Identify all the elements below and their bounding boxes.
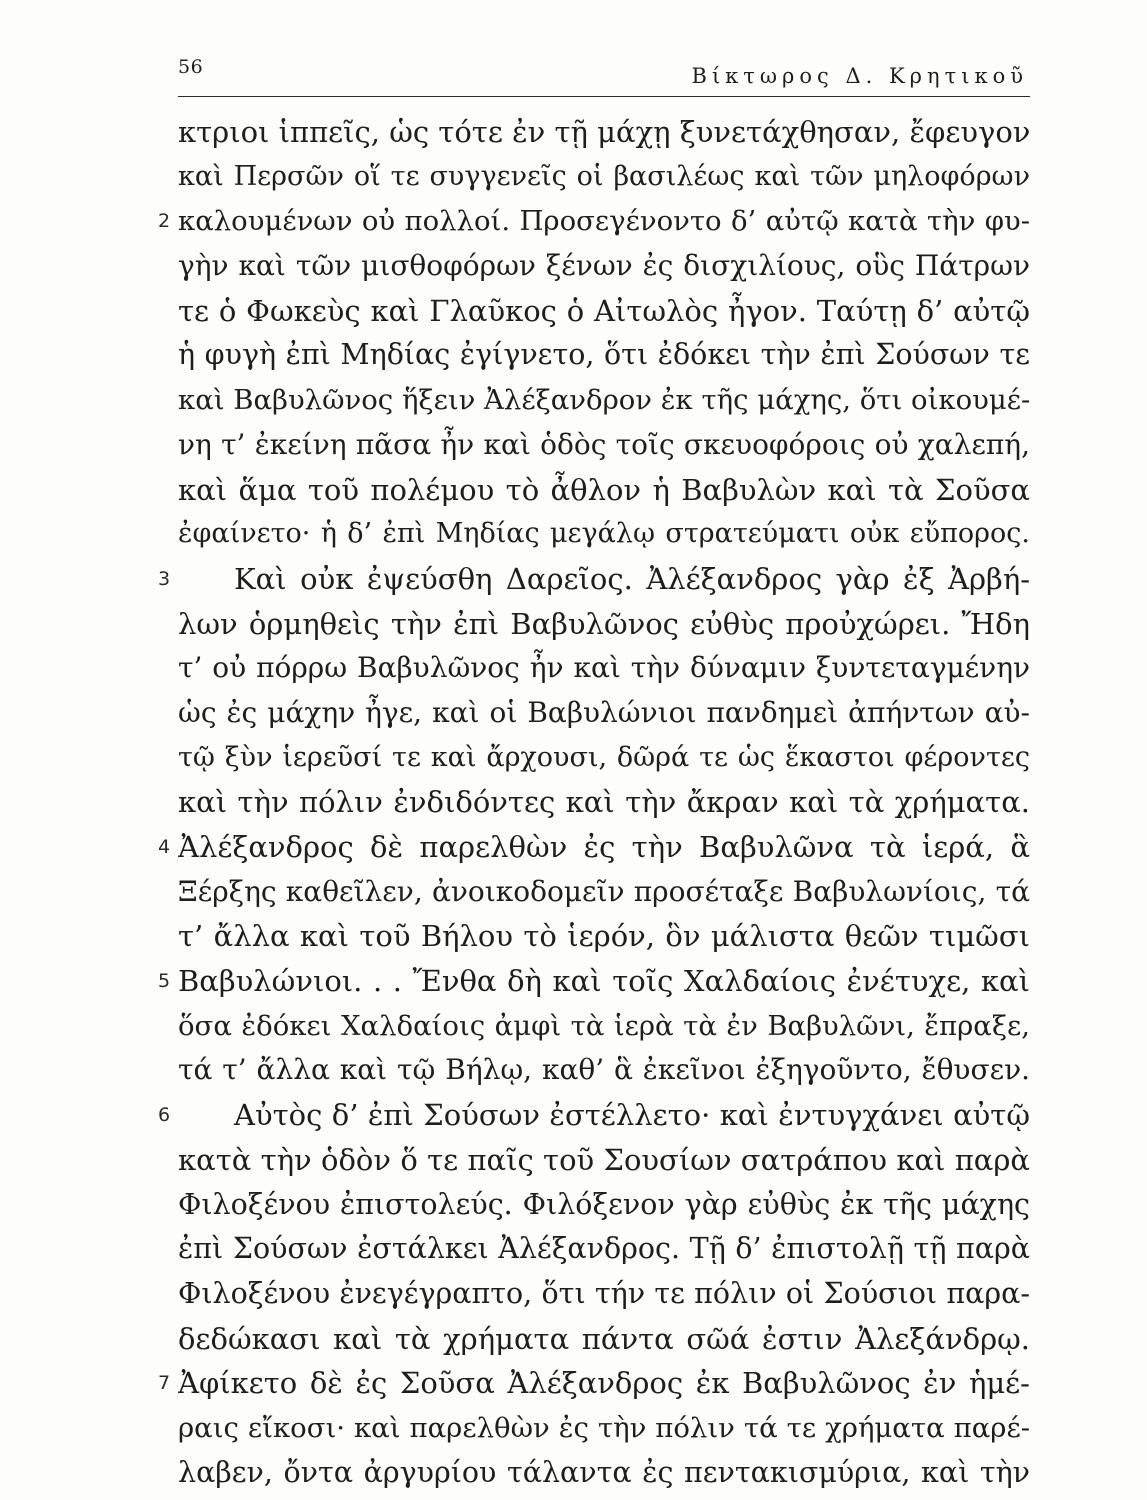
line-text: ἡ φυγὴ ἐπὶ Μηδίας ἐγίγνετο, ὅτι ἐδόκει τὴν ἐπὶ Σούσων τε — [178, 338, 1030, 372]
line-text: καὶ ἅμα τοῦ πολέμου τὸ ἆθλον ἡ Βαβυλὼν καὶ τὰ Σοῦσα — [178, 472, 1030, 507]
line-text: νη τ’ ἐκείνη πᾶσα ἦν καὶ ὁδὸς τοῖς σκευοφόροις οὐ χαλεπή, — [178, 427, 1030, 461]
line-text: γὴν καὶ τῶν μισθοφόρων ξένων ἐς δισχιλίους, οὓς Πάτρων — [178, 249, 1030, 283]
text-line — [178, 378, 1030, 423]
section-number: 7 — [158, 1372, 171, 1395]
line-text: κτριοι ἱππεῖς, ὡς τότε ἐν τῇ μάχῃ ξυνετάχθησαν, ἔφευγον — [178, 115, 1030, 149]
text-line — [158, 199, 1030, 244]
text-line — [178, 1004, 1030, 1049]
text-line — [178, 914, 1030, 959]
text-line — [178, 1406, 1030, 1451]
text-line — [178, 1048, 1030, 1093]
text-line — [178, 1451, 1030, 1496]
text-line — [178, 646, 1030, 691]
section-number: 3 — [158, 567, 171, 590]
line-text: καλουμένων οὐ πολλοί. Προσεγένοντο δ’ αὐτῷ κατὰ τὴν φυ- — [178, 205, 1030, 238]
line-text: καὶ Περσῶν οἵ τε συγγενεῖς οἱ βασιλέως καὶ τῶν μηλοφόρων — [178, 160, 1030, 192]
line-text: καὶ τὴν πόλιν ἐνδιδόντες καὶ τὴν ἄκραν καὶ τὰ χρήματα. — [178, 785, 1030, 820]
line-text: Φιλοξένου ἐπιστολεύς. Φιλόξενον γὰρ εὐθὺς ἐκ τῆς μάχης — [178, 1187, 1030, 1221]
line-text: Φιλοξένου ἐνεγέγραπτο, ὅτι τήν τε πόλιν οἱ Σούσιοι παρα- — [178, 1276, 1030, 1310]
text-line — [158, 1361, 1030, 1406]
text-line — [158, 959, 1030, 1004]
page-number: 56 — [178, 56, 204, 78]
line-text: τ’ οὐ πόρρω Βαβυλῶνος ἦν καὶ τὴν δύναμιν ξυντεταγμένην — [178, 651, 1030, 685]
text-line — [178, 1272, 1030, 1317]
text-line — [178, 512, 1030, 557]
running-head: Βίκτωρος Δ. Κρητικοῦ — [691, 64, 1028, 88]
line-text: τῷ ξὺν ἱερεῦσί τε καὶ ἄρχουσι, δῶρά τε ὡς ἕκαστοι φέροντες — [178, 741, 1030, 773]
line-text: λαβεν, ὄντα ἀργυρίου τάλαντα ἐς πεντακισμύρια, καὶ τὴν — [178, 1455, 1030, 1489]
line-text: Ἀφίκετο δὲ ἐς Σοῦσα Ἀλέξανδρος ἐκ Βαβυλῶνος ἐν ἡμέ- — [178, 1366, 1030, 1401]
line-text: Αὐτὸς δ’ ἐπὶ Σούσων ἐστέλλετο· καὶ ἐντυγχάνει αὐτῷ — [234, 1098, 1030, 1133]
line-text: τά τ’ ἄλλα καὶ τῷ Βήλῳ, καθ’ ἃ ἐκεῖνοι ἐξηγοῦντο, ἔθυσεν. — [178, 1053, 1030, 1087]
text-line — [178, 1183, 1030, 1228]
text-line — [158, 557, 1030, 602]
text-line — [178, 468, 1030, 513]
line-text: Καὶ οὐκ ἐψεύσθη Δαρεῖος. Ἀλέξανδρος γὰρ ἐξ Ἀρβή- — [234, 561, 1030, 596]
text-line — [178, 870, 1030, 915]
text-line — [158, 1093, 1030, 1138]
line-text: Ἀλέξανδρος δὲ παρελθὼν ἐς τὴν Βαβυλῶνα τὰ ἱερά, ἃ — [178, 830, 1030, 864]
text-line — [178, 333, 1030, 378]
text-line — [178, 289, 1030, 334]
text-line — [178, 1138, 1030, 1183]
text-line — [178, 1317, 1030, 1362]
section-number: 6 — [158, 1104, 171, 1127]
line-text: ἐφαίνετο· ἡ δ’ ἐπὶ Μηδίας μεγάλῳ στρατεύματι οὐκ εὔπορος. — [178, 518, 1030, 550]
text-line — [178, 423, 1030, 468]
body-text — [158, 110, 1030, 1495]
text-line — [178, 691, 1030, 736]
line-text: καὶ Βαβυλῶνος ἥξειν Ἀλέξανδρον ἐκ τῆς μάχης, ὅτι οἰκουμέ- — [178, 384, 1030, 417]
line-text: ἐπὶ Σούσων ἐστάλκει Ἀλέξανδρος. Τῇ δ’ ἐπιστολῇ τῇ παρὰ — [178, 1232, 1030, 1266]
line-text: Ξέρξης καθεῖλεν, ἀνοικοδομεῖν προσέταξε Βαβυλωνίοις, τά — [178, 874, 1030, 908]
line-text: κατὰ τὴν ὁδὸν ὅ τε παῖς τοῦ Σουσίων σατράπου καὶ παρὰ — [178, 1142, 1030, 1177]
line-text: λων ὁρμηθεὶς τὴν ἐπὶ Βαβυλῶνος εὐθὺς προὐχώρει. Ἤδη — [178, 606, 1030, 641]
line-text: τ’ ἄλλα καὶ τοῦ Βήλου τὸ ἱερόν, ὃν μάλιστα θεῶν τιμῶσι — [178, 919, 1030, 954]
section-number: 2 — [158, 210, 171, 233]
line-text: τε ὁ Φωκεὺς καὶ Γλαῦκος ὁ Αἰτωλὸς ἦγον. Ταύτῃ δ’ αὐτῷ — [178, 293, 1030, 328]
text-line — [178, 780, 1030, 825]
line-text: ὅσα ἐδόκει Χαλδαίοις ἀμφὶ τὰ ἱερὰ τὰ ἐν Βαβυλῶνι, ἔπραξε, — [178, 1009, 1030, 1042]
text-line — [178, 602, 1030, 647]
text-line — [178, 736, 1030, 781]
header-rule — [178, 96, 1030, 97]
text-line — [178, 155, 1030, 200]
line-text: ραις εἴκοσι· καὶ παρελθὼν ἐς τὴν πόλιν τά τε χρήματα παρέ- — [178, 1411, 1030, 1444]
line-text: ὡς ἐς μάχην ἦγε, καὶ οἱ Βαβυλώνιοι πανδημεὶ ἀπήντων αὐ- — [178, 695, 1030, 729]
text-line — [178, 110, 1030, 155]
text-line — [178, 1227, 1030, 1272]
page-header — [178, 56, 1030, 92]
text-line — [158, 825, 1030, 870]
section-number: 4 — [158, 836, 171, 858]
line-text: Βαβυλώνιοι. . . Ἔνθα δὴ καὶ τοῖς Χαλδαίοις ἐνέτυχε, καὶ — [178, 964, 1030, 999]
text-line — [178, 244, 1030, 289]
section-number: 5 — [158, 970, 171, 993]
line-text: δεδώκασι καὶ τὰ χρήματα πάντα σῶά ἐστιν Ἀλεξάνδρῳ. — [178, 1321, 1030, 1356]
